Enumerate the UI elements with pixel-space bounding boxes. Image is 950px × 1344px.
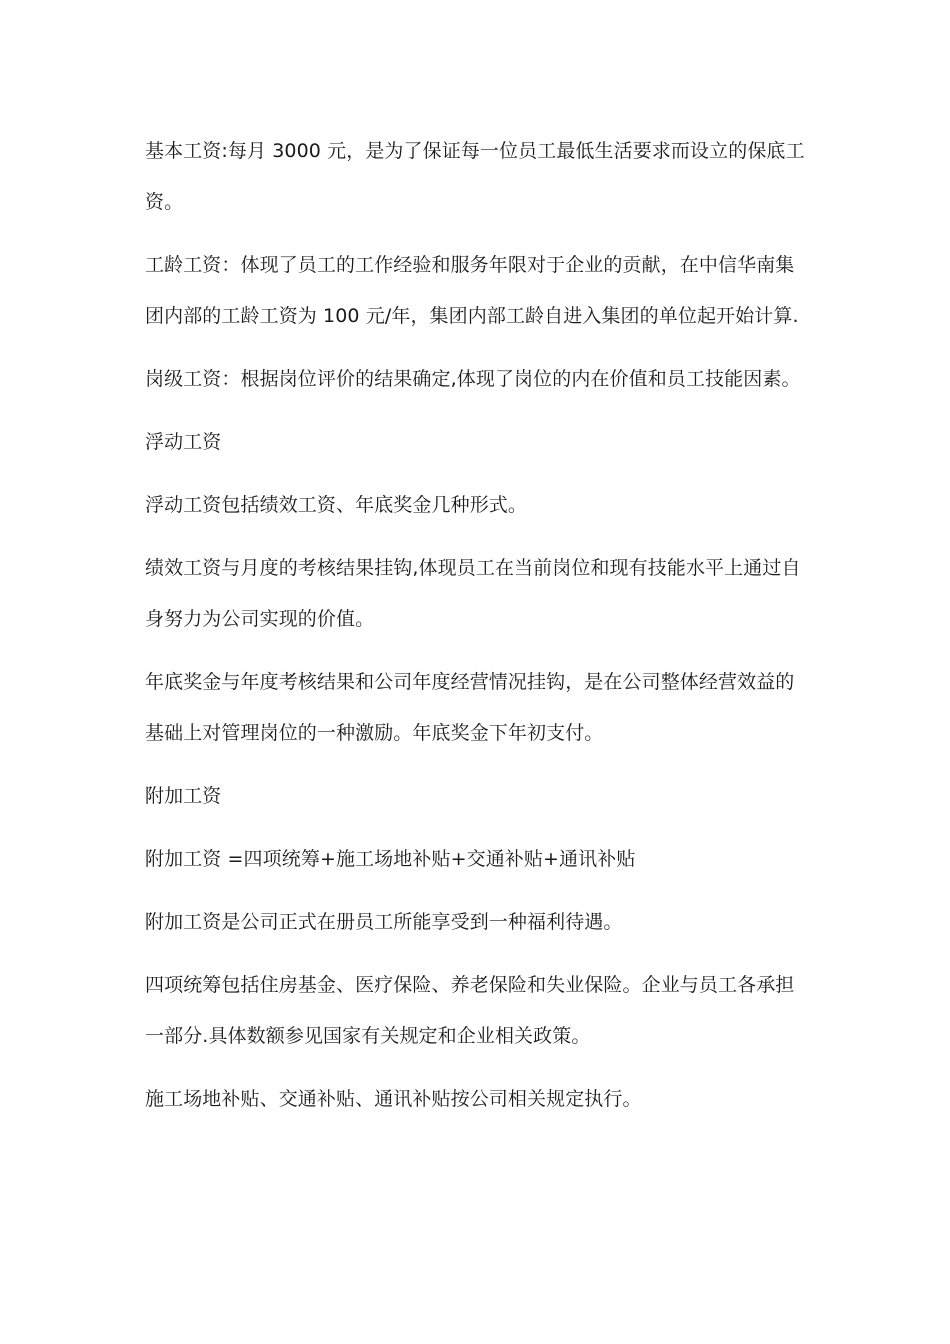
paragraph-position-salary: 岗级工资：根据岗位评价的结果确定,体现了岗位的内在价值和员工技能因素。 xyxy=(145,368,801,390)
document-body xyxy=(145,126,807,1137)
paragraph-year-end-bonus: 年底奖金与年度考核结果和公司年度经营情况挂钩，是在公司整体经营效益的基础上对管理岗位的一种激励。年底奖金下年初支付。 xyxy=(145,671,795,744)
heading-additional-salary: 附加工资 xyxy=(145,785,222,807)
paragraph-seniority-salary: 工龄工资：体现了员工的工作经验和服务年限对于企业的贡献，在中信华南集团内部的工龄工资为 100 元/年，集团内部工龄自进入集团的单位起开始计算. xyxy=(145,254,799,327)
paragraph-basic-salary: 基本工资:每月 3000 元，是为了保证每一位员工最低生活要求而设立的保底工资。 xyxy=(145,140,805,213)
paragraph-floating-salary-forms: 浮动工资包括绩效工资、年底奖金几种形式。 xyxy=(145,494,528,516)
paragraph-performance-salary: 绩效工资与月度的考核结果挂钩,体现员工在当前岗位和现有技能水平上通过自身努力为公司实现的价值。 xyxy=(145,557,801,630)
paragraph-four-insurances: 四项统筹包括住房基金、医疗保险、养老保险和失业保险。企业与员工各承担一部分.具体数额参见国家有关规定和企业相关政策。 xyxy=(145,974,795,1047)
paragraph-allowances: 施工场地补贴、交通补贴、通讯补贴按公司相关规定执行。 xyxy=(145,1088,642,1110)
heading-floating-salary: 浮动工资 xyxy=(145,431,222,453)
paragraph-additional-salary-formula: 附加工资 =四项统筹+施工场地补贴+交通补贴+通讯补贴 xyxy=(145,848,636,870)
paragraph-additional-salary-benefit: 附加工资是公司正式在册员工所能享受到一种福利待遇。 xyxy=(145,911,623,933)
